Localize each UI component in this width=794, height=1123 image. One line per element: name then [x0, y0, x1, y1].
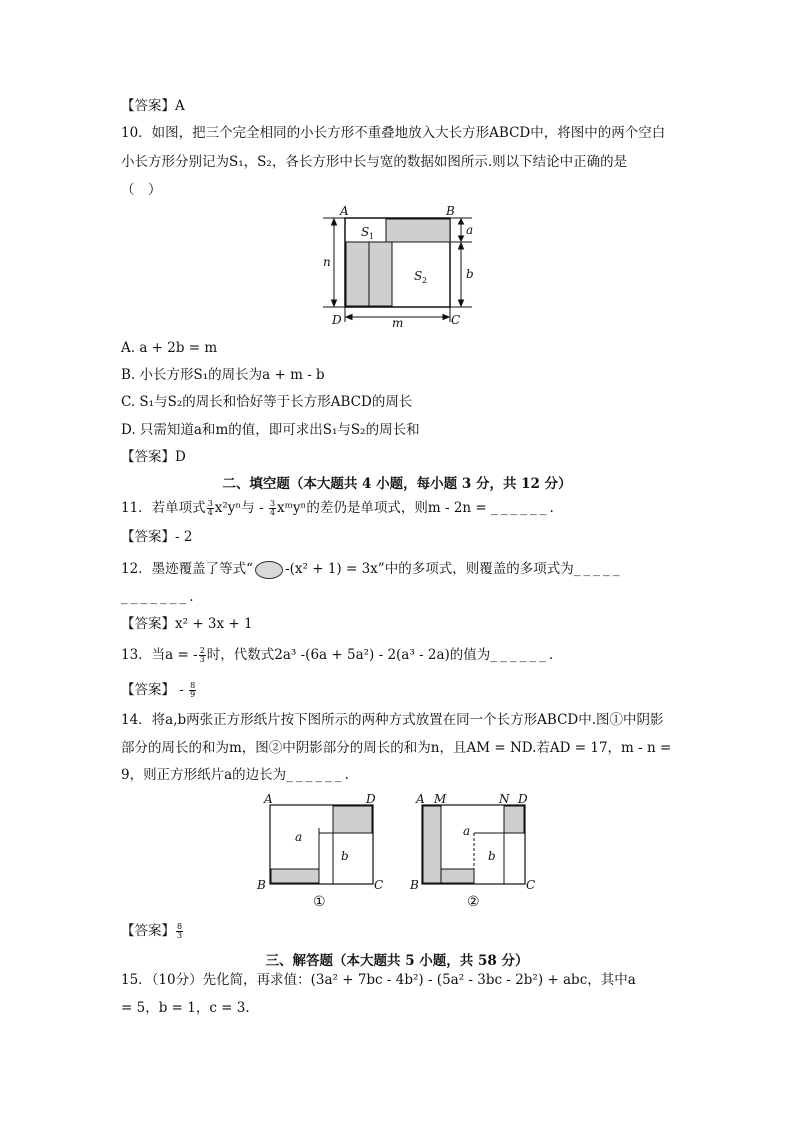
- answer-tag: 【答案】: [121, 616, 175, 632]
- q10-option-d: D. 只需知道a和m的值，即可求出S₁与S₂的周长和: [121, 422, 420, 438]
- label-b: b: [466, 267, 474, 281]
- q14-blank: ______: [286, 767, 345, 783]
- q15-line2: = 5，b = 1，c = 3.: [121, 1000, 250, 1016]
- shaded-top-right-small: [504, 806, 524, 833]
- label-D: D: [518, 792, 528, 806]
- q10-line1: 10．如图，把三个完全相同的小长方形不重叠地放入大长方形ABCD中，将图中的两个空白: [121, 125, 666, 141]
- label-C: C: [374, 878, 384, 892]
- shaded-rect-left2: [369, 242, 392, 306]
- q12-blank2: _______: [121, 589, 190, 605]
- q14-line3: 9，则正方形纸片a的边长为______.: [121, 767, 349, 783]
- label-N: N: [499, 792, 510, 806]
- label-a: a: [295, 830, 303, 844]
- q10-line2: 小长方形分别记为S₁，S₂，各长方形中长与宽的数据如图所示.则以下结论中正确的是: [121, 154, 628, 170]
- q14-figure-2: [410, 790, 545, 915]
- label-D: D: [366, 792, 376, 806]
- q11-frac2: $\frac{3}{4}$: [269, 499, 276, 517]
- label-n: n: [323, 255, 331, 269]
- shaded-top-right: [333, 806, 372, 833]
- section2-title: 二、填空题（本大题共 4 小题，每小题 3 分，共 12 分）: [222, 476, 572, 492]
- answer-value: - 2: [175, 529, 193, 545]
- q13-answer-frac: $\frac{8}{9}$: [190, 681, 196, 699]
- q11-frac1: $\frac{3}{4}$: [207, 499, 213, 517]
- label-a: a: [466, 223, 474, 237]
- label-B: B: [446, 204, 455, 218]
- label-M: M: [434, 792, 447, 806]
- q9-answer: [121, 96, 684, 116]
- q10-answer: [121, 447, 684, 467]
- label-A: A: [340, 204, 349, 218]
- q13-line: 13．当a = - $\frac{2}{3}$ 时，代数式2a³ -(6a + 5a²) - 2(a³ - 2a)的值为______.: [121, 646, 554, 664]
- ink-blot-icon: [255, 561, 283, 579]
- caption-1: ①: [313, 894, 326, 910]
- q13-answer: 【答案】 - $\frac{8}{9}$: [121, 681, 196, 699]
- label-C: C: [526, 878, 536, 892]
- answer-tag: 【答案】: [121, 923, 175, 939]
- q11-blank: ______: [491, 500, 550, 516]
- q13-blank: ______: [490, 647, 549, 663]
- q10-option-a: A. a + 2b = m: [121, 340, 218, 356]
- label-S1-sub: 1: [369, 232, 375, 241]
- label-a: a: [463, 824, 471, 838]
- label-D: D: [332, 313, 342, 327]
- q13-frac: $\frac{2}{3}$: [199, 646, 205, 664]
- q14-answer-frac: $\frac{8}{3}$: [177, 922, 183, 940]
- q10-option-b: B. 小长方形S₁的周长为a + m - b: [121, 367, 325, 383]
- section3-title: 三、解答题（本大题共 5 小题，共 58 分）: [265, 953, 529, 969]
- label-A: A: [264, 792, 273, 806]
- answer-value: x² + 3x + 1: [175, 616, 253, 632]
- shaded-bottom-strip: [441, 869, 474, 883]
- label-B: B: [257, 878, 266, 892]
- caption-2: ②: [467, 894, 480, 910]
- label-S2-sub: 2: [422, 276, 428, 285]
- q11-line: 11．若单项式 $\frac{3}{4}$ x²yⁿ与 - $\frac{3}{4}$ xᵐyⁿ的差仍是单项式，则m - 2n = ______.: [121, 499, 554, 517]
- answer-value: A: [175, 98, 185, 114]
- label-b: b: [341, 849, 349, 863]
- answer-tag: 【答案】: [121, 98, 175, 114]
- q14-line1: 14．将a,b两张正方形纸片按下图所示的两种方式放置在同一个长方形ABCD中.图①中阴影: [121, 712, 664, 728]
- shaded-left-strip: [423, 806, 441, 883]
- q10-figure: [315, 200, 485, 332]
- q14-answer: [121, 921, 684, 941]
- label-b: b: [488, 849, 496, 863]
- answer-tag: 【答案】: [121, 682, 175, 698]
- label-C: C: [451, 313, 461, 327]
- q14-line2: 部分的周长的和为m，图②中阴影部分的周长的和为n，且AM = ND.若AD = 17，m - n =: [121, 740, 672, 756]
- label-S2: S: [414, 269, 423, 283]
- label-S1: S: [361, 225, 370, 239]
- q12-answer: [121, 614, 684, 634]
- answer-value: D: [175, 449, 186, 465]
- q10-line3: （ ）: [121, 182, 162, 198]
- q12-blank1: _____: [573, 561, 623, 577]
- shaded-rect-top: [386, 219, 450, 242]
- q14-figure-1: [255, 790, 390, 915]
- label-B: B: [410, 878, 419, 892]
- shaded-bottom-left: [271, 869, 319, 883]
- shaded-rect-left1: [346, 242, 369, 306]
- label-m: m: [392, 316, 404, 330]
- answer-tag: 【答案】: [121, 529, 175, 545]
- label-A: A: [416, 792, 425, 806]
- q15-line1: 15．（10分）先化简，再求值：(3a² + 7bc - 4b²) - (5a² - 3bc - 2b²) + abc，其中a: [121, 972, 636, 988]
- q10-option-c: C. S₁与S₂的周长和恰好等于长方形ABCD的周长: [121, 394, 413, 410]
- q11-answer: [121, 527, 684, 547]
- answer-tag: 【答案】: [121, 449, 175, 465]
- q12-line1: 12．墨迹覆盖了等式“ -(x² + 1) = 3x”中的多项式，则覆盖的多项式为_____: [121, 561, 623, 577]
- q12-line2: _______.: [121, 589, 194, 605]
